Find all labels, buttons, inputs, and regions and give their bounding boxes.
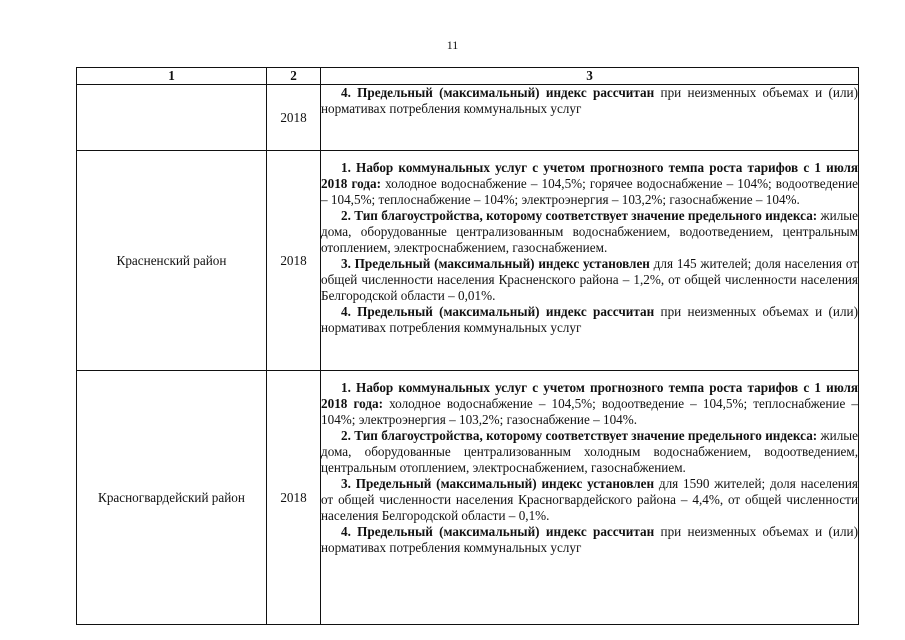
condition-item bbox=[321, 428, 858, 476]
condition-text: холодное водоснабжение – 104,5%; горячее водоснабжение – 104%; водоотведение – 104,5%; теплоснабжение – 104%; электроэнергия – 103,2%; газоснабжение – 104%. bbox=[321, 176, 859, 207]
conditions-cell bbox=[321, 151, 859, 371]
condition-item bbox=[321, 304, 858, 336]
condition-text: при неизменных объемах и (или) нормативах потребления коммунальных услуг bbox=[321, 304, 859, 335]
year-cell: 2018 bbox=[267, 85, 321, 151]
condition-text: для 1590 жителей; доля населения от общей численности населения Красногвардейского района – 4,4%, от общей численности населения Белгородской области – 0,1%. bbox=[321, 476, 858, 523]
district-cell: Красненский район bbox=[77, 151, 267, 371]
district-cell: Красногвардейский район bbox=[77, 371, 267, 625]
condition-text: жилые дома, оборудованные централизованным холодным водоснабжением, водоотведением, центральным отоплением, электроснабжением, газоснабжением. bbox=[321, 428, 858, 475]
condition-heading: 4. Предельный (максимальный) индекс рассчитан bbox=[341, 524, 655, 539]
condition-heading: 1. Набор коммунальных услуг с учетом прогнозного темпа роста тарифов с 1 июля 2018 года: bbox=[321, 160, 858, 191]
condition-heading: 4. Предельный (максимальный) индекс рассчитан bbox=[341, 85, 655, 100]
condition-text: жилые дома, оборудованные централизованным водоснабжением, водоотведением, центральным отоплением, электроснабжением, газоснабжением. bbox=[321, 208, 858, 255]
condition-heading: 3. Предельный (максимальный) индекс установлен bbox=[341, 476, 655, 491]
page-number: 11 bbox=[446, 38, 459, 52]
condition-item bbox=[321, 380, 858, 428]
condition-heading: 3. Предельный (максимальный) индекс установлен bbox=[341, 256, 650, 271]
header-row bbox=[77, 68, 859, 85]
year-cell: 2018 bbox=[267, 371, 321, 625]
district-cell bbox=[77, 85, 267, 151]
condition-item bbox=[321, 524, 858, 556]
header-col-3: 3 bbox=[321, 68, 859, 85]
table-row bbox=[77, 371, 859, 625]
table-row bbox=[77, 85, 859, 151]
conditions-cell bbox=[321, 85, 859, 151]
condition-text: при неизменных объемах и (или) нормативах потребления коммунальных услуг bbox=[321, 524, 859, 555]
condition-item bbox=[321, 256, 858, 304]
condition-text: холодное водоснабжение – 104,5%; водоотведение – 104,5%; теплоснабжение – 104%; электроэнергия – 103,2%; газоснабжение – 104%. bbox=[321, 396, 859, 427]
condition-item bbox=[321, 476, 858, 524]
condition-heading: 4. Предельный (максимальный) индекс рассчитан bbox=[341, 304, 655, 319]
header-col-1: 1 bbox=[77, 68, 267, 85]
condition-item bbox=[321, 85, 858, 117]
header-col-2: 2 bbox=[267, 68, 321, 85]
condition-item bbox=[321, 160, 858, 208]
condition-item bbox=[321, 208, 858, 256]
year-cell: 2018 bbox=[267, 151, 321, 371]
condition-text: для 145 жителей; доля населения от общей численности населения Красненского района – 1,2%, от общей численности населения Белгородской области – 0,01%. bbox=[321, 256, 858, 303]
condition-heading: 1. Набор коммунальных услуг с учетом прогнозного темпа роста тарифов с 1 июля 2018 года: bbox=[321, 380, 858, 411]
tariff-table bbox=[76, 67, 859, 625]
table-row bbox=[77, 151, 859, 371]
conditions-cell bbox=[321, 371, 859, 625]
condition-heading: 2. Тип благоустройства, которому соответствует значение предельного индекса: bbox=[341, 208, 818, 223]
condition-heading: 2. Тип благоустройства, которому соответствует значение предельного индекса: bbox=[341, 428, 818, 443]
condition-text: при неизменных объемах и (или) нормативах потребления коммунальных услуг bbox=[321, 85, 859, 116]
